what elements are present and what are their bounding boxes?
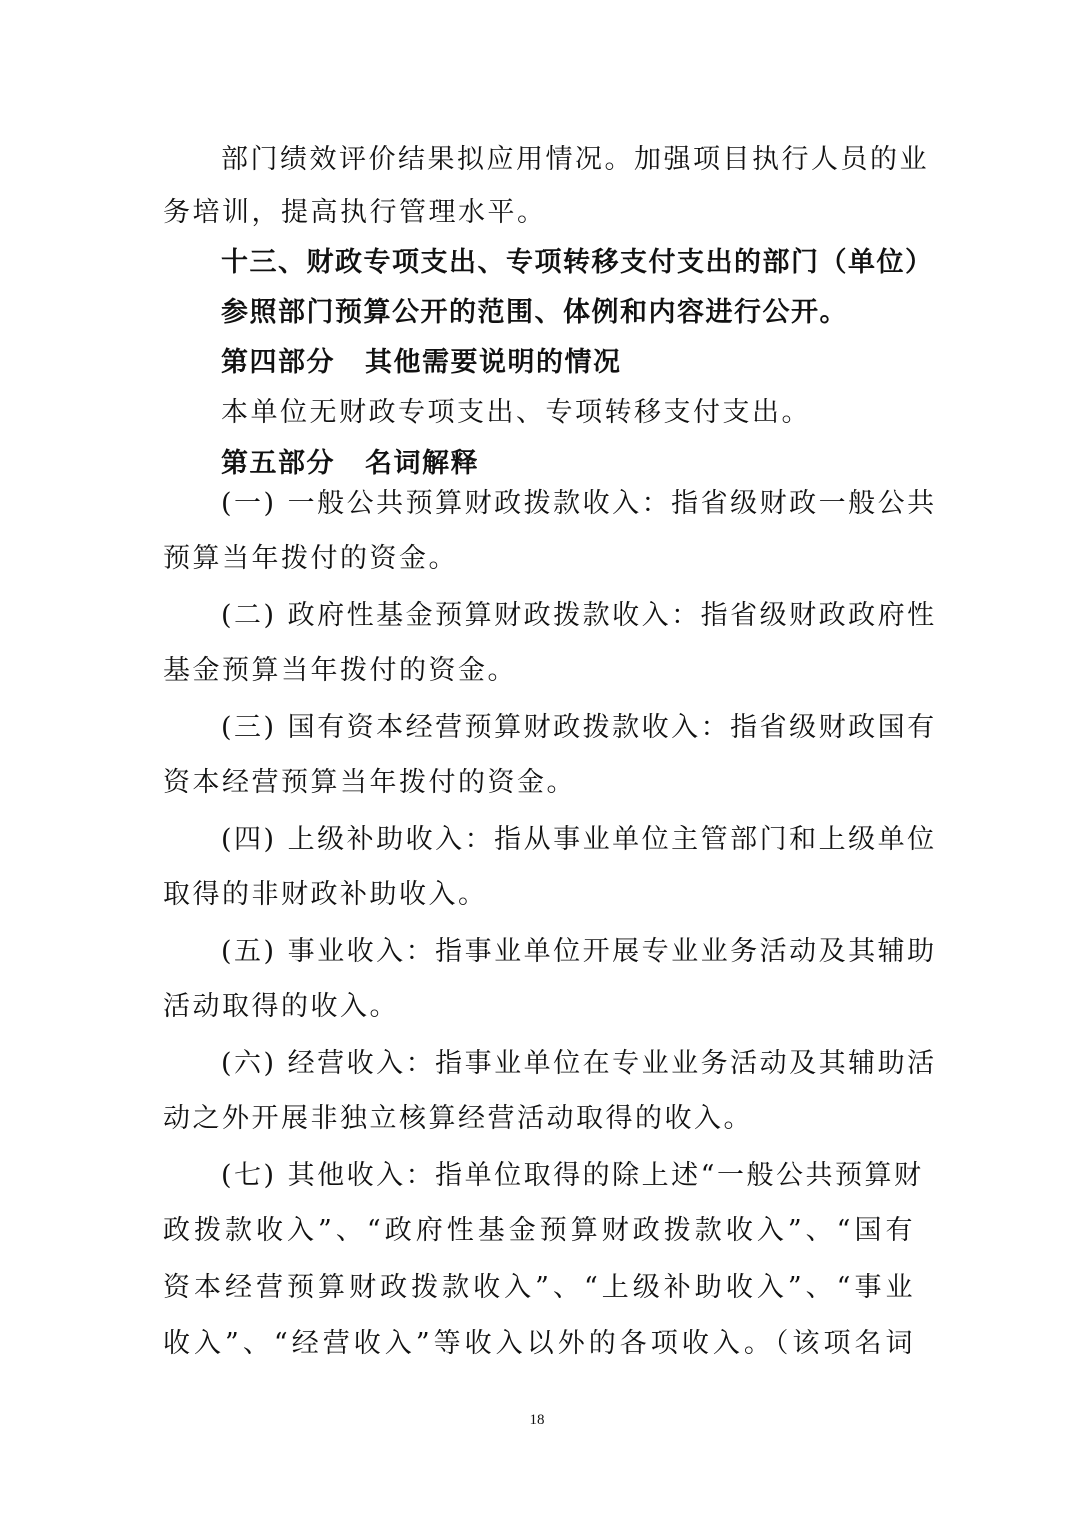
part-number: 第五部分 bbox=[221, 448, 335, 479]
body-line: 务培训，提高执行管理水平。 bbox=[163, 197, 547, 228]
definition-line: 资本经营预算财政拨款收入”、“上级补助收入”、“事业 bbox=[163, 1272, 915, 1303]
part-heading bbox=[221, 343, 915, 383]
section-heading: 十三、财政专项支出、专项转移支付支出的部门（单位） bbox=[221, 247, 934, 278]
definition-line: 动之外开展非独立核算经营活动取得的收入。 bbox=[163, 1103, 753, 1134]
part-title: 其他需要说明的情况 bbox=[365, 347, 622, 378]
definition-line: 政拨款收入”、“政府性基金预算财政拨款收入”、“国有 bbox=[163, 1215, 915, 1246]
definition-line: (三) 国有资本经营预算财政拨款收入：指省级财政国有 bbox=[221, 712, 937, 743]
definition-line: (六) 经营收入：指事业单位在专业业务活动及其辅助活 bbox=[221, 1048, 937, 1079]
part-title: 名词解释 bbox=[365, 448, 479, 479]
page-number: 18 bbox=[529, 1412, 545, 1428]
definition-line: 取得的非财政补助收入。 bbox=[163, 879, 488, 910]
definition-line: 预算当年拨付的资金。 bbox=[163, 543, 458, 574]
definition-line: 基金预算当年拨付的资金。 bbox=[163, 655, 517, 686]
definition-line: (四) 上级补助收入：指从事业单位主管部门和上级单位 bbox=[221, 824, 937, 855]
body-line: 本单位无财政专项支出、专项转移支付支出。 bbox=[221, 397, 811, 428]
section-heading: 参照部门预算公开的范围、体例和内容进行公开。 bbox=[221, 297, 848, 328]
definition-line: (五) 事业收入：指事业单位开展专业业务活动及其辅助 bbox=[221, 936, 937, 967]
definition-line: 活动取得的收入。 bbox=[163, 991, 399, 1022]
definition-line: (二) 政府性基金预算财政拨款收入：指省级财政政府性 bbox=[221, 600, 937, 631]
definition-line: (一) 一般公共预算财政拨款收入：指省级财政一般公共 bbox=[221, 488, 937, 519]
part-number: 第四部分 bbox=[221, 347, 335, 378]
part-heading bbox=[221, 444, 915, 484]
definition-line: 收入”、“经营收入”等收入以外的各项收入。（该项名词 bbox=[163, 1328, 915, 1359]
body-line: 部门绩效评价结果拟应用情况。加强项目执行人员的业 bbox=[221, 144, 929, 175]
definition-line: 资本经营预算当年拨付的资金。 bbox=[163, 767, 576, 798]
definition-line: (七) 其他收入：指单位取得的除上述“一般公共预算财 bbox=[221, 1160, 924, 1191]
